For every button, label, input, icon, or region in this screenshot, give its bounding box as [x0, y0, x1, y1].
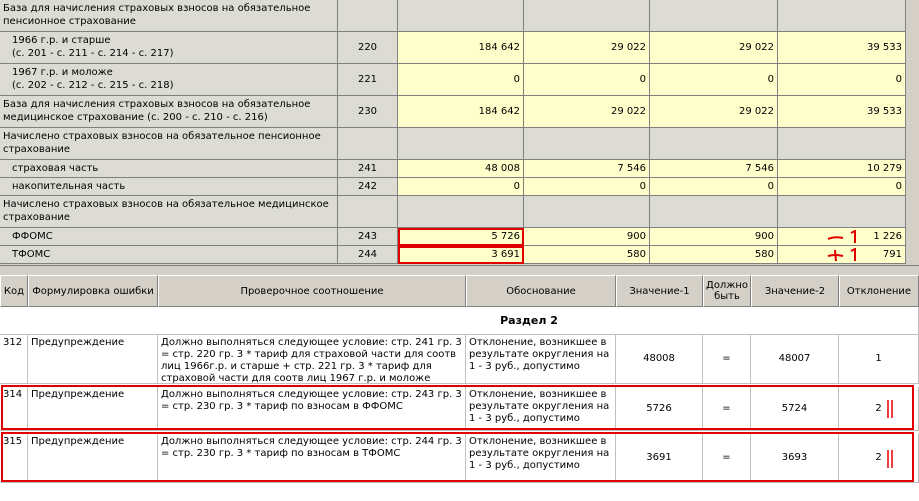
value-cell[interactable]: 0 — [778, 64, 906, 96]
value-cell[interactable]: 0 — [398, 64, 524, 96]
row-code: 230 — [338, 96, 398, 128]
value-cell[interactable]: 1 226 — [778, 228, 906, 246]
value-cell[interactable]: 0 — [778, 178, 906, 196]
value-cell[interactable]: 184 642 — [398, 32, 524, 64]
row-code[interactable]: 315 — [0, 434, 28, 483]
row-value2[interactable]: 3693 — [751, 434, 839, 483]
value-cell[interactable]: 39 533 — [778, 96, 906, 128]
row-type[interactable]: Предупреждение — [28, 335, 158, 384]
cell-blank — [398, 196, 524, 228]
cell-blank — [398, 128, 524, 160]
value-cell[interactable]: 580 — [524, 246, 650, 264]
cell-blank — [650, 128, 778, 160]
row-label: ТФОМС — [0, 246, 338, 264]
row-label: 1967 г.р. и моложе (с. 202 - с. 212 - с. 215 - с. 218) — [0, 64, 338, 96]
row-code-empty — [338, 128, 398, 160]
row-value2[interactable]: 48007 — [751, 335, 839, 384]
row-check[interactable]: Должно выполняться следующее условие: стр. 243 гр. 3 = стр. 230 гр. 3 * тариф по взносам в ФФОМС — [158, 387, 466, 431]
handwritten-double-bar-mark — [886, 399, 894, 419]
row-code: 241 — [338, 160, 398, 178]
value-cell[interactable]: 0 — [524, 64, 650, 96]
row-label: Начислено страховых взносов на обязательное пенсионное страхование — [0, 128, 338, 160]
row-reason[interactable]: Отклонение, возникшее в результате округления на 1 - 3 руб., допустимо — [466, 434, 616, 483]
row-reason[interactable]: Отклонение, возникшее в результате округления на 1 - 3 руб., допустимо — [466, 387, 616, 431]
row-reason[interactable]: Отклонение, возникшее в результате округления на 1 - 3 руб., допустимо — [466, 335, 616, 384]
handwritten-minus-one-mark — [825, 230, 861, 244]
error-list-grid — [0, 275, 919, 501]
cell-blank — [778, 196, 906, 228]
value-cell[interactable]: 0 — [524, 178, 650, 196]
row-label: База для начисления страховых взносов на обязательное пенсионное страхование — [0, 0, 338, 32]
value-cell[interactable]: 7 546 — [650, 160, 778, 178]
value-cell[interactable]: 0 — [650, 64, 778, 96]
cell-blank — [778, 128, 906, 160]
row-label: База для начисления страховых взносов на обязательное медицинское страхование (с. 200 - с. 210 - с. 216) — [0, 96, 338, 128]
row-code[interactable]: 312 — [0, 335, 28, 384]
col-header-error[interactable]: Формулировка ошибки — [28, 275, 158, 307]
value-cell[interactable]: 0 — [650, 178, 778, 196]
value-cell[interactable]: 29 022 — [650, 96, 778, 128]
value-cell[interactable]: 48 008 — [398, 160, 524, 178]
row-code: 221 — [338, 64, 398, 96]
row-label: ФФОМС — [0, 228, 338, 246]
row-code[interactable]: 314 — [0, 387, 28, 431]
row-value2[interactable]: 5724 — [751, 387, 839, 431]
value-cell-highlighted[interactable]: 5 726 — [398, 228, 524, 246]
col-header-reason[interactable]: Обоснование — [466, 275, 616, 307]
value-cell[interactable]: 10 279 — [778, 160, 906, 178]
row-value1[interactable]: 3691 — [616, 434, 703, 483]
row-label: 1966 г.р. и старше (с. 201 - с. 211 - с. 214 - с. 217) — [0, 32, 338, 64]
value-cell[interactable]: 29 022 — [650, 32, 778, 64]
row-code: 242 — [338, 178, 398, 196]
row-value1[interactable]: 5726 — [616, 387, 703, 431]
value-cell[interactable]: 29 022 — [524, 32, 650, 64]
col-header-value2[interactable]: Значение-2 — [751, 275, 839, 307]
row-op[interactable]: = — [703, 335, 751, 384]
cell-blank — [524, 128, 650, 160]
value-cell-highlighted[interactable]: 3 691 — [398, 246, 524, 264]
col-header-must-be[interactable]: Должно быть — [703, 275, 751, 307]
value-cell[interactable]: 580 — [650, 246, 778, 264]
row-code: 220 — [338, 32, 398, 64]
col-header-check[interactable]: Проверочное соотношение — [158, 275, 466, 307]
cell-blank — [650, 0, 778, 32]
value-cell[interactable]: 29 022 — [524, 96, 650, 128]
row-label: Начислено страховых взносов на обязательное медицинское страхование — [0, 196, 338, 228]
row-type[interactable]: Предупреждение — [28, 387, 158, 431]
row-code-empty — [338, 0, 398, 32]
row-code-empty — [338, 196, 398, 228]
cell-blank — [398, 0, 524, 32]
row-op[interactable]: = — [703, 434, 751, 483]
row-code: 243 — [338, 228, 398, 246]
row-deviation[interactable]: 1 — [839, 335, 919, 384]
row-label: страховая часть — [0, 160, 338, 178]
cell-blank — [650, 196, 778, 228]
handwritten-double-bar-mark — [886, 449, 894, 469]
cell-blank — [524, 0, 650, 32]
handwritten-plus-one-mark — [825, 248, 861, 262]
row-deviation[interactable]: 2 — [839, 434, 919, 483]
col-header-value1[interactable]: Значение-1 — [616, 275, 703, 307]
row-code: 244 — [338, 246, 398, 264]
col-header-deviation[interactable]: Отклонение — [839, 275, 919, 307]
col-header-code[interactable]: Код — [0, 275, 28, 307]
row-type[interactable]: Предупреждение — [28, 434, 158, 483]
value-cell[interactable]: 39 533 — [778, 32, 906, 64]
row-label: накопительная часть — [0, 178, 338, 196]
row-value1[interactable]: 48008 — [616, 335, 703, 384]
value-cell[interactable]: 184 642 — [398, 96, 524, 128]
section-title: Раздел 2 — [500, 313, 558, 327]
row-op[interactable]: = — [703, 387, 751, 431]
row-check[interactable]: Должно выполняться следующее условие: стр. 241 гр. 3 = стр. 220 гр. 3 * тариф для страховой части для соотв лиц 1966г.р. и старше + стр. 221 гр. 3 * тариф для страховой части для соотв лиц 1967 г.р. и моложе — [158, 335, 466, 384]
row-check[interactable]: Должно выполняться следующее условие: стр. 244 гр. 3 = стр. 230 гр. 3 * тариф по взносам в ТФОМС — [158, 434, 466, 483]
value-cell[interactable]: 7 546 — [524, 160, 650, 178]
value-cell[interactable]: 791 — [778, 246, 906, 264]
cell-blank — [778, 0, 906, 32]
row-deviation[interactable]: 2 — [839, 387, 919, 431]
value-cell[interactable]: 900 — [650, 228, 778, 246]
cell-blank — [524, 196, 650, 228]
splitter[interactable] — [0, 265, 919, 275]
value-cell[interactable]: 0 — [398, 178, 524, 196]
section-row[interactable] — [0, 307, 919, 335]
value-cell[interactable]: 900 — [524, 228, 650, 246]
